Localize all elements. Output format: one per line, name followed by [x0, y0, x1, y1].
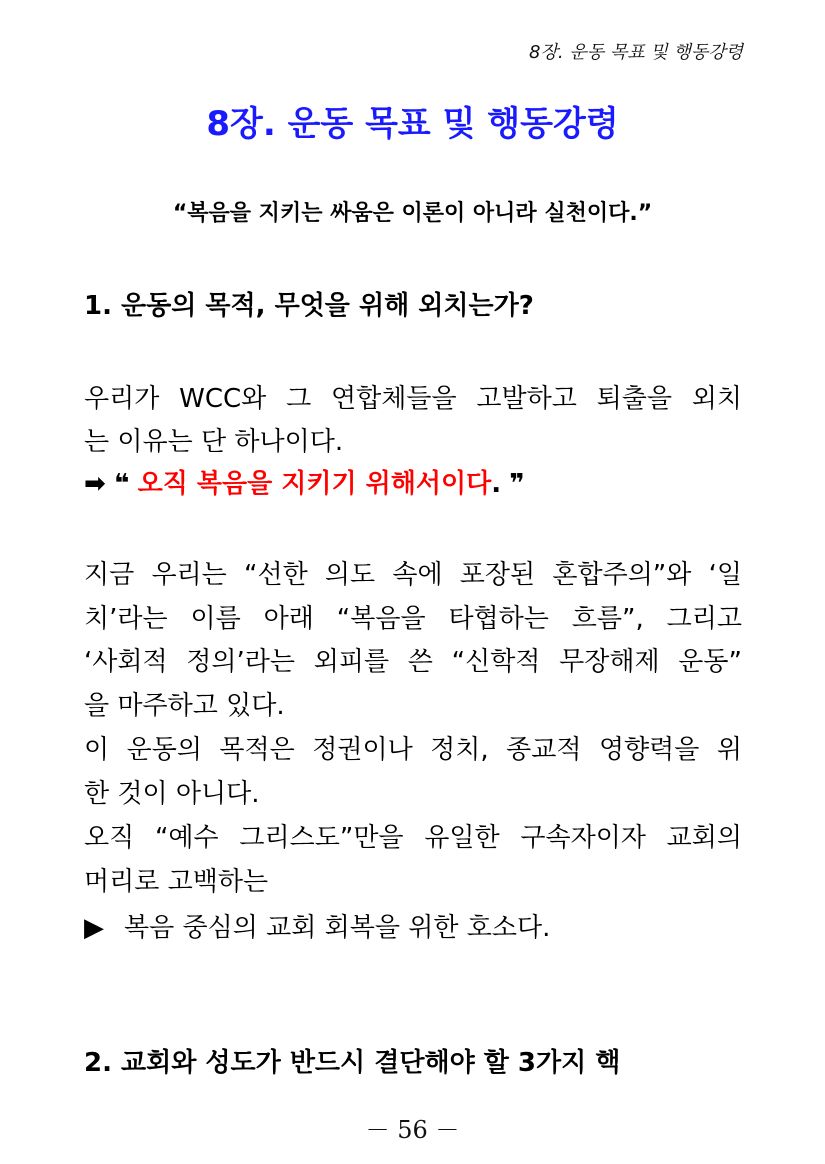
play-triangle-icon: ▶: [84, 913, 104, 943]
bullet-text: 복음 중심의 교회 회복을 위한 호소다.: [124, 913, 551, 943]
bullet-line: [84, 910, 742, 946]
emphasis-line: [84, 466, 742, 502]
emphasis-period: .: [491, 469, 502, 499]
paragraph-1-line-2: 는 이유는 단 하나이다.: [84, 427, 344, 457]
page-number: － 56 －: [365, 1116, 460, 1144]
paragraph-2-line-8: 머리로 고백하는: [84, 867, 269, 897]
paragraph-1-line-1: 우리가 WCC와 그 연합체들을 고발하고 퇴출을 외치: [84, 384, 742, 414]
paragraph-2-line-4: 을 마주하고 있다.: [84, 691, 285, 721]
section-1-heading: 1. 운동의 목적, 무엇을 위해 외치는가?: [84, 291, 534, 321]
running-header: 8장. 운동 목표 및 행동강령: [529, 42, 743, 63]
open-quote-icon: ❝: [114, 469, 130, 499]
right-arrow-icon: ➡: [84, 469, 106, 499]
paragraph-2-line-7: 오직 “예수 그리스도”만을 유일한 구속자이자 교회의: [84, 823, 742, 853]
close-quote-icon: ❞: [509, 469, 525, 499]
emphasis-text: 오직 복음을 지키기 위해서이다: [137, 469, 492, 499]
epigraph: “복음을 지키는 싸움은 이론이 아니라 실천이다.”: [172, 201, 653, 226]
chapter-title: 8장. 운동 목표 및 행동강령: [206, 104, 619, 144]
paragraph-2-line-2: 치’라는 이름 아래 “복음을 타협하는 흐름”, 그리고: [84, 604, 742, 634]
paragraph-2-line-6: 한 것이 아니다.: [84, 779, 260, 809]
paragraph-2-line-5: 이 운동의 목적은 정권이나 정치, 종교적 영향력을 위: [84, 735, 742, 765]
paragraph-2-line-1: 지금 우리는 “선한 의도 속에 포장된 혼합주의”와 ‘일: [84, 560, 742, 590]
section-2-heading: 2. 교회와 성도가 반드시 결단해야 할 3가지 핵: [84, 1048, 621, 1078]
paragraph-2-line-3: ‘사회적 정의’라는 외피를 쓴 “신학적 무장해제 운동”: [84, 647, 742, 677]
